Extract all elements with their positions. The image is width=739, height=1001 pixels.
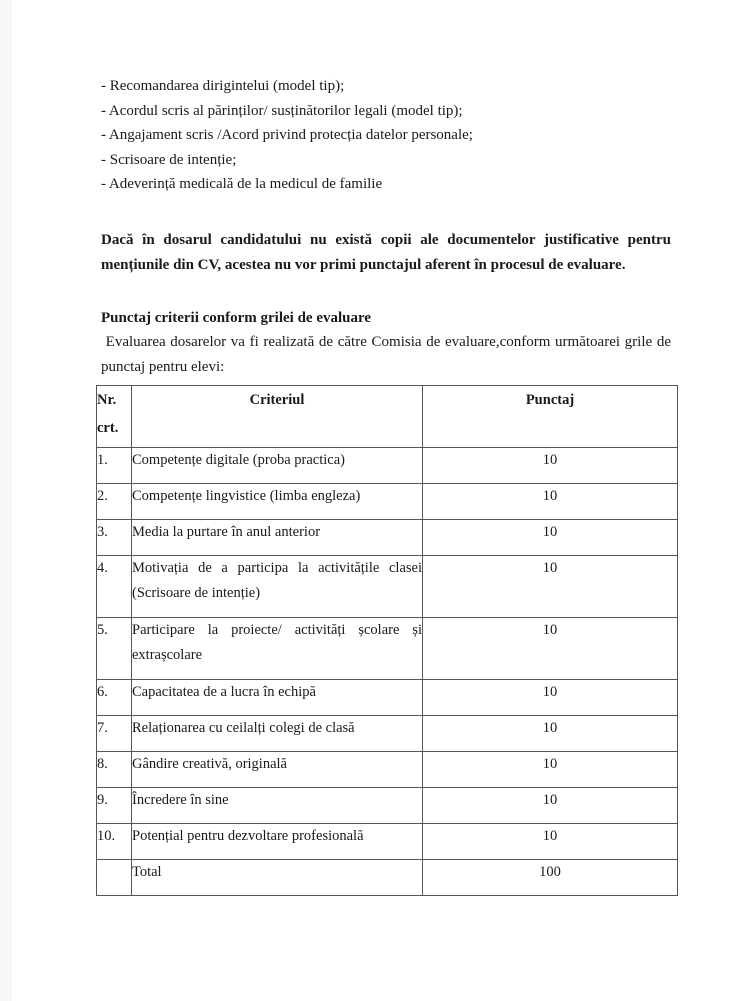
list-item: - Scrisoare de intenție; [101, 151, 237, 168]
row-nr: 3. [97, 520, 132, 556]
table-row [97, 716, 678, 752]
row-criterion: Potențial pentru dezvoltare profesională [132, 824, 423, 860]
row-criterion-line1: Participare la proiecte/ activități școlare și [132, 622, 422, 638]
table-total-row [97, 860, 678, 896]
table-row [97, 824, 678, 860]
list-item: - Angajament scris /Acord privind protecția datelor personale; [101, 127, 473, 143]
row-nr: 10. [97, 824, 132, 860]
row-nr: 1. [97, 448, 132, 484]
row-score: 10 [423, 448, 678, 484]
section-title: Punctaj criterii conform grilei de evaluare [101, 310, 372, 326]
row-criterion: Capacitatea de a lucra în echipă [132, 680, 423, 716]
table-row [97, 448, 678, 484]
header-score: Punctaj [423, 386, 678, 448]
header-criterion: Criteriul [132, 386, 423, 448]
bold-note-paragraph [101, 228, 671, 278]
row-score: 10 [423, 680, 678, 716]
row-criterion: Competențe lingvistice (limba engleza) [132, 484, 423, 520]
table-row [97, 618, 678, 680]
row-nr: 5. [97, 618, 132, 680]
total-score: 100 [423, 860, 678, 896]
row-criterion: Competențe digitale (proba practica) [132, 448, 423, 484]
row-criterion [132, 556, 423, 618]
row-criterion-line1: Motivația de a participa la activitățile clasei [132, 560, 422, 576]
required-documents-list [101, 74, 681, 197]
row-nr: 4. [97, 556, 132, 618]
table-row [97, 556, 678, 618]
row-score: 10 [423, 788, 678, 824]
row-score: 10 [423, 824, 678, 860]
table-row [97, 484, 678, 520]
row-score: 10 [423, 618, 678, 680]
bold-note-line: mențiunile din CV, acestea nu vor primi punctajul aferent în procesul de evaluare. [101, 257, 626, 273]
total-label: Total [132, 860, 423, 896]
total-nr [97, 860, 132, 896]
table-row [97, 788, 678, 824]
table-row [97, 680, 678, 716]
list-item: - Recomandarea dirigintelui (model tip); [101, 78, 345, 94]
table-row [97, 752, 678, 788]
row-criterion: Încredere în sine [132, 788, 423, 824]
table-row [97, 520, 678, 556]
intro-line [101, 330, 671, 355]
row-nr: 9. [97, 788, 132, 824]
header-nr-line2: crt. [97, 420, 119, 436]
row-nr: 8. [97, 752, 132, 788]
table-header-row [97, 386, 678, 448]
row-score: 10 [423, 520, 678, 556]
row-criterion [132, 618, 423, 680]
intro-line-text: Evaluarea dosarelor va fi realizată de către Comisia de evaluare,conform următoarei grile de [105, 334, 672, 350]
row-criterion-line2: extrașcolare [132, 647, 203, 663]
row-nr: 7. [97, 716, 132, 752]
row-criterion: Gândire creativă, originală [132, 752, 423, 788]
row-score: 10 [423, 556, 678, 618]
row-score: 10 [423, 716, 678, 752]
row-nr: 2. [97, 484, 132, 520]
header-nr [97, 386, 132, 448]
row-criterion: Relaționarea cu ceilalți colegi de clasă [132, 716, 423, 752]
row-score: 10 [423, 752, 678, 788]
evaluation-grid-table [96, 385, 678, 896]
row-score: 10 [423, 484, 678, 520]
row-criterion-line2: (Scrisoare de intenție) [132, 585, 261, 601]
list-item: - Acordul scris al părinților/ susținătorilor legali (model tip); [101, 102, 463, 119]
intro-line: punctaj pentru elevi: [101, 359, 225, 375]
row-criterion: Media la purtare în anul anterior [132, 520, 423, 556]
list-item: - Adeverință medicală de la medicul de familie [101, 176, 383, 192]
row-nr: 6. [97, 680, 132, 716]
intro-paragraph [101, 330, 671, 380]
header-nr-line1: Nr. [97, 392, 117, 408]
bold-note-line: Dacă în dosarul candidatului nu există copii ale documentelor justificative pentru [101, 232, 671, 248]
